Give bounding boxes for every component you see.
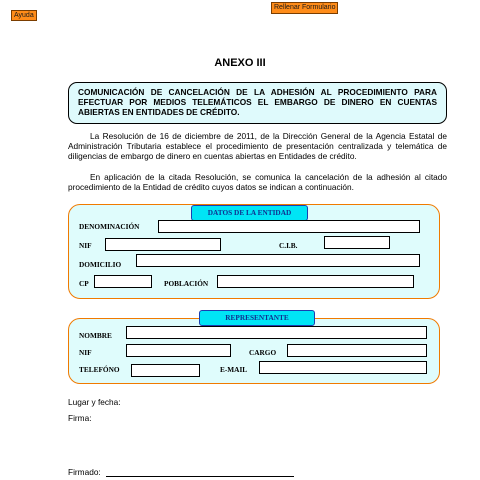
entity-nif-input[interactable] [105, 238, 221, 251]
domicilio-input[interactable] [136, 254, 420, 267]
telefono-label: TELEFÓNO [79, 365, 120, 374]
cib-label: C.I.B. [279, 241, 298, 250]
poblacion-label: POBLACIÓN [164, 279, 209, 288]
poblacion-input[interactable] [217, 275, 414, 288]
cargo-input[interactable] [287, 344, 427, 357]
signature-line [106, 476, 294, 477]
entity-nif-label: NIF [79, 241, 92, 250]
place-date-label: Lugar y fecha: [68, 397, 121, 407]
intro-paragraph-2: En aplicación de la citada Resolución, se comunica la cancelación de la adhesión al citado procedimiento de la Entidad de crédito cuyos datos se indican a continuación. [68, 172, 447, 192]
email-input[interactable] [259, 361, 427, 374]
cib-input[interactable] [324, 236, 390, 249]
email-label: E-MAIL [220, 365, 248, 374]
rep-nif-input[interactable] [126, 344, 231, 357]
cp-label: CP [79, 279, 89, 288]
fill-form-button[interactable]: Rellenar Formulario [271, 2, 338, 14]
document-heading: COMUNICACIÓN DE CANCELACIÓN DE LA ADHESIÓN AL PROCEDIMIENTO PARA EFECTUAR POR MEDIOS TELEMÁTICOS EL EMBARGO DE DINERO EN CUENTAS ABIERTAS EN ENTIDADES DE CRÉDITO. [68, 82, 447, 124]
intro-paragraph-1: La Resolución de 16 de diciembre de 2011, de la Dirección General de la Agencia Estatal de Administración Tributaria establece el procedimiento de presentación centralizada y telemática de diligencias de embargo de dinero en cuentas abiertas en Entidades de crédito. [68, 131, 447, 161]
denominacion-label: DENOMINACIÓN [79, 222, 140, 231]
help-button[interactable]: Ayuda [11, 10, 37, 21]
telefono-input[interactable] [131, 364, 200, 377]
page-title: ANEXO III [214, 57, 266, 69]
signature-label: Firma: [68, 413, 92, 423]
rep-nif-label: NIF [79, 348, 92, 357]
signed-by-label: Firmado: [68, 467, 101, 477]
cp-input[interactable] [94, 275, 152, 288]
denominacion-input[interactable] [158, 220, 420, 233]
domicilio-label: DOMICILIO [79, 260, 122, 269]
entity-section-title: DATOS DE LA ENTIDAD [191, 205, 308, 221]
nombre-input[interactable] [126, 326, 427, 339]
nombre-label: NOMBRE [79, 331, 112, 340]
representative-section-title: REPRESENTANTE [199, 310, 315, 326]
cargo-label: CARGO [249, 348, 277, 357]
